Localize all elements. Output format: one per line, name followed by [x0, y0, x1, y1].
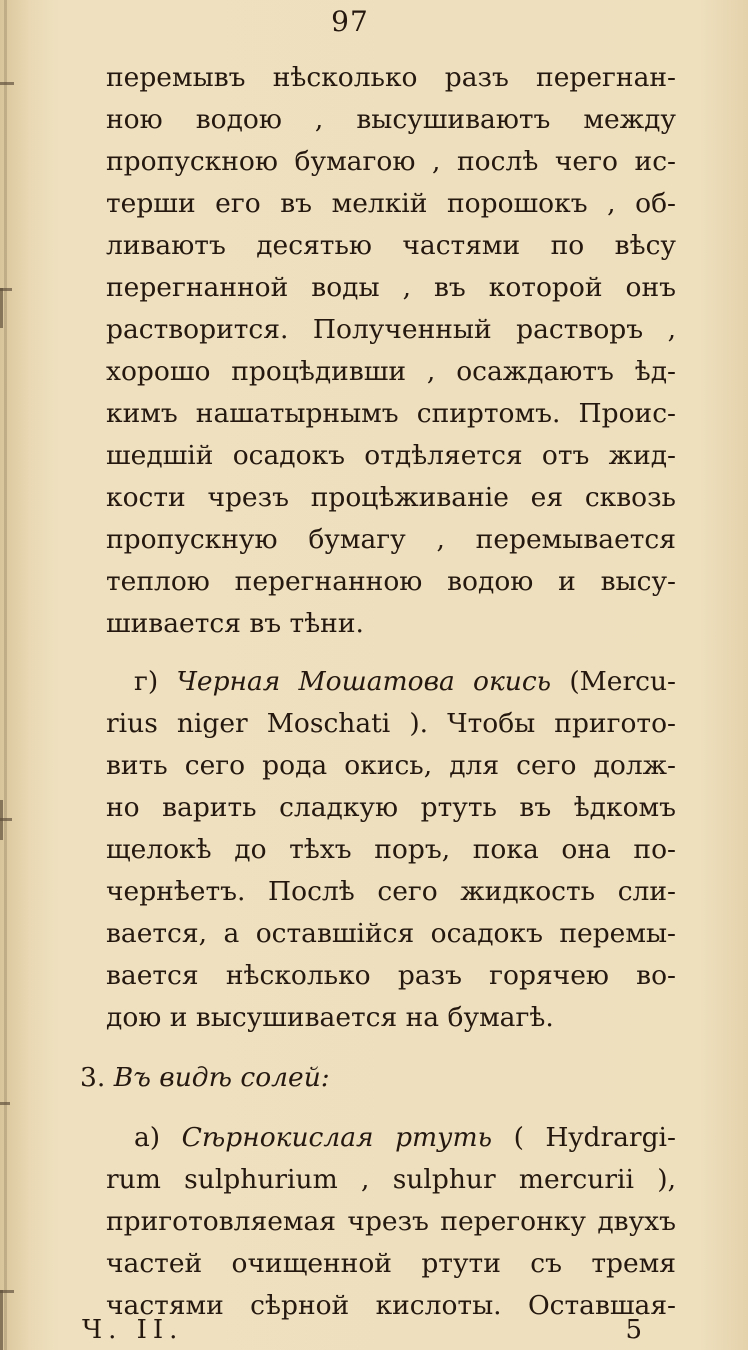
text-line: шивается въ тѣни.: [106, 608, 364, 639]
signature-mark: Ч. II.: [82, 1315, 184, 1345]
text-line: вается, а оставшійся осадокъ перемы-: [106, 918, 676, 949]
text-line: rius niger Moschati ). Чтобы пригото-: [106, 708, 676, 739]
text-line: пропускною бумагою , послѣ чего ис-: [106, 146, 676, 177]
text-line: rum sulphurium , sulphur mercurii ),: [106, 1164, 676, 1195]
text-line: хорошо процѣдивши , осаждаютъ ѣд-: [106, 356, 676, 387]
text-line: кости чрезъ процѣживаніе ея сквозь: [106, 482, 676, 513]
page-number: 97: [331, 5, 369, 38]
text-line: пропускную бумагу , перемывается: [106, 524, 676, 555]
text-line: перегнанной воды , въ которой онъ: [106, 272, 676, 303]
text-line: ною водою , высушиваютъ между: [106, 104, 676, 135]
text-line: чернѣетъ. Послѣ сего жидкость сли-: [106, 876, 676, 907]
sheet-number: 5: [625, 1315, 642, 1345]
text-line: перемывъ нѣсколько разъ перегнан-: [106, 62, 676, 93]
text-line: но варить сладкую ртуть въ ѣдкомъ: [106, 792, 676, 823]
section-heading: [80, 1058, 676, 1098]
item-a-heading: [134, 1118, 676, 1158]
item-latin-start: ( Hydrargi-: [513, 1122, 676, 1153]
section-title: Въ видѣ солей:: [113, 1062, 330, 1093]
margin-mark: [0, 82, 14, 85]
margin-mark: [0, 288, 3, 328]
text-line: частей очищенной ртути съ тремя: [106, 1248, 676, 1279]
item-marker: а): [134, 1122, 161, 1153]
margin-mark: [0, 1102, 10, 1105]
text-line: щелокѣ до тѣхъ поръ, пока она по-: [106, 834, 676, 865]
item-g-heading: [134, 662, 676, 702]
text-line: шедшій осадокъ отдѣляется отъ жид-: [106, 440, 676, 471]
text-line: ливаютъ десятью частями по вѣсу: [106, 230, 676, 261]
binding-edge: [4, 0, 7, 1350]
text-line: кимъ нашатырнымъ спиртомъ. Проис-: [106, 398, 676, 429]
text-line: теплою перегнанною водою и высу-: [106, 566, 676, 597]
item-title: Черная Мошатова окись: [176, 666, 552, 697]
item-latin-start: (Mercu-: [569, 666, 676, 697]
text-line: вить сего рода окись, для сего долж-: [106, 750, 676, 781]
text-line: растворится. Полученный растворъ ,: [106, 314, 676, 345]
section-number: 3.: [80, 1062, 106, 1093]
margin-mark: [0, 1290, 3, 1350]
page-footer: [82, 1310, 642, 1350]
text-line: приготовляемая чрезъ перегонку двухъ: [106, 1206, 676, 1237]
text-line: вается нѣсколько разъ горячею во-: [106, 960, 676, 991]
text-line: частями сѣрной кислоты. Оставшая-: [106, 1290, 676, 1321]
item-title: Сѣрнокислая ртуть: [181, 1122, 493, 1153]
text-line: дою и высушивается на бумагѣ.: [106, 1002, 554, 1033]
margin-mark: [0, 800, 3, 840]
text-line: терши его въ мелкій порошокъ , об-: [106, 188, 676, 219]
item-marker: г): [134, 666, 159, 697]
